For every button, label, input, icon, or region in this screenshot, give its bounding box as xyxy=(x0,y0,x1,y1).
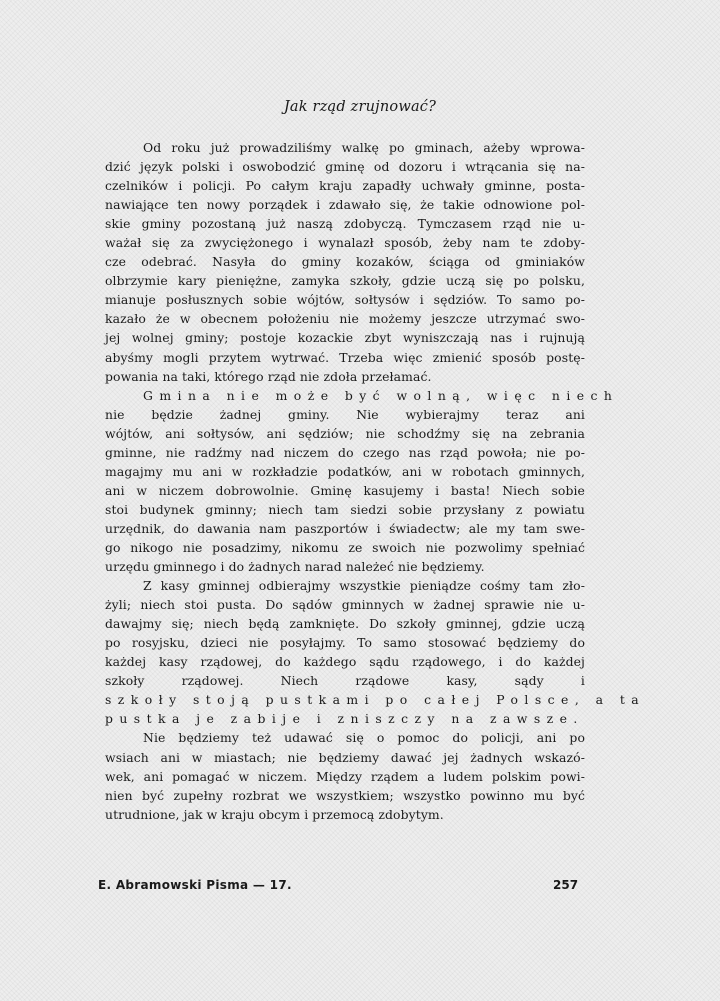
text-line: Z kasy gminnej odbierajmy wszystkie pieniądze cośmy tam zło- xyxy=(143,578,585,594)
text-line: utrudnione, jak w kraju obcym i przemocą zdobytym. xyxy=(105,806,444,822)
text-line-spaced: Gmina nie może być wolną, więc niech xyxy=(143,387,619,403)
text-line: nawiające ten nowy porządek i zdawało się, że takie odnowione pol- xyxy=(105,197,585,213)
body-text xyxy=(105,138,646,824)
text-line: stoi budynek gminny; niech tam siedzi sobie przysłany z powiatu xyxy=(105,501,585,517)
text-line: ani w niczem dobrowolnie. Gminę kasujemy i basta! Niech sobie xyxy=(105,482,585,498)
text-line: gminne, nie radźmy nad niczem do czego nas rząd powoła; nie po- xyxy=(105,444,585,460)
text-line: wójtów, ani sołtysów, ani sędziów; nie schodźmy się na zebrania xyxy=(105,425,585,441)
text-line: po rosyjsku, dzieci nie posyłajmy. To samo stosować będziemy do xyxy=(105,635,585,651)
text-line: nien być zupełny rozbrat we wszystkiem; wszystko powinno mu być xyxy=(105,787,585,803)
text-line: dawajmy się; niech będą zamknięte. Do szkoły gminnej, gdzie uczą xyxy=(105,616,585,632)
text-line: żyli; niech stoi pusta. Do sądów gminnych w żadnej sprawie nie u- xyxy=(105,597,585,613)
text-line-spaced: szkoły stoją pustkami po całej Polsce, a ta xyxy=(105,692,646,708)
text-line: jej wolnej gminy; postoje kozackie zbyt wyniszczają nas i rujnują xyxy=(105,330,585,346)
text-line: magajmy mu ani w rozkładzie podatków, ani w robotach gminnych, xyxy=(105,463,585,479)
text-line: ważał się za zwyciężonego i wynalazł sposób, żeby nam te zdoby- xyxy=(105,235,585,251)
running-header: Jak rząd zrujnować? xyxy=(283,99,437,115)
text-line: Od roku już prowadziliśmy walkę po gminach, ażeby wprowa- xyxy=(143,140,585,155)
text-line: nie będzie żadnej gminy. Nie wybierajmy teraz ani xyxy=(105,406,585,422)
text-line: Nie będziemy też udawać się o pomoc do policji, ani po xyxy=(143,730,585,746)
text-line: kazało że w obecnem położeniu nie możemy jeszcze utrzymać swo- xyxy=(105,311,585,327)
text-line: go nikogo nie posadzimy, nikomu ze swoich nie pozwolimy spełniać xyxy=(105,539,585,555)
text-line: wsiach ani w miastach; nie będziemy dawać jej żadnych wskazó- xyxy=(105,749,585,765)
text-line: urzędu gminnego i do żadnych narad należeć nie będziemy. xyxy=(105,559,485,575)
text-line: szkoły rządowej. Niech rządowe kasy, sądy i xyxy=(105,673,585,689)
text-line: każdej kasy rządowej, do każdego sądu rządowego, i do każdej xyxy=(105,654,585,670)
text-line: czelników i policji. Po całym kraju zapadły uchwały gminne, posta- xyxy=(105,178,585,194)
text-line: dzić język polski i oswobodzić gminę od dozoru i wtrącania się na- xyxy=(105,159,585,175)
footer-signature: E. Abramowski Pisma — 17. xyxy=(98,878,292,892)
text-line: wek, ani pomagać w niczem. Między rządem a ludem polskim powi- xyxy=(105,768,585,784)
text-line-spaced: pustka je zabije i zniszczy na zawsze. xyxy=(105,711,584,727)
text-line: urzędnik, do dawania nam paszportów i świadectw; ale my tam swe- xyxy=(105,520,585,536)
text-line: olbrzymie kary pieniężne, zamyka szkoły, gdzie uczą się po polsku, xyxy=(105,273,585,289)
page-number: 257 xyxy=(553,878,579,892)
text-line: mianuje posłusznych sobie wójtów, sołtysów i sędziów. To samo po- xyxy=(105,292,585,308)
text-line: powania na taki, którego rząd nie zdoła przełamać. xyxy=(105,368,432,384)
text-line: abyśmy mogli przytem wytrwać. Trzeba więc zmienić sposób postę- xyxy=(105,349,585,365)
text-line: skie gminy pozostaną już naszą zdobyczą. Tymczasem rząd nie u- xyxy=(105,216,585,232)
text-line: cze odebrać. Nasyła do gminy kozaków, ściąga od gminiaków xyxy=(105,254,585,270)
